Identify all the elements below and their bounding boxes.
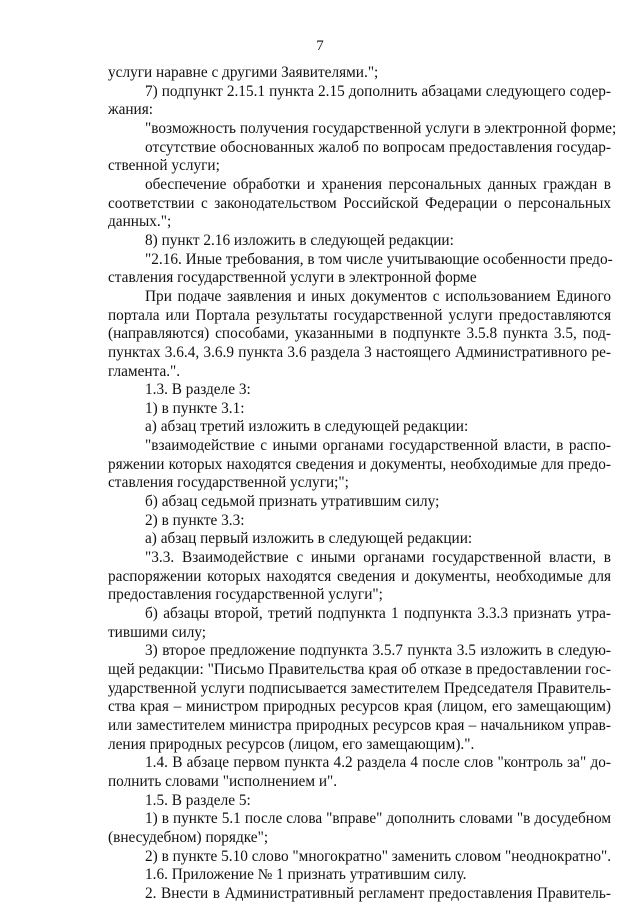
text-line: ления природных ресурсов (лицом, его замещающим).". bbox=[108, 735, 475, 753]
text-line: 7) подпункт 2.15.1 пункта 2.15 дополнить абзацами следующего содер- bbox=[145, 82, 611, 100]
text-line: 1.5. В разделе 5: bbox=[145, 791, 251, 809]
text-line: "2.16. Иные требования, в том числе учитывающие особенности предо- bbox=[145, 250, 613, 268]
text-line: отсутствие обоснованных жалоб по вопросам предоставления государ- bbox=[145, 138, 611, 156]
text-line: ударственной услуги подписывается заместителем Председателя Правитель- bbox=[108, 679, 611, 697]
text-line: "3.3. Взаимодействие с иными органами государственной власти, в bbox=[145, 549, 611, 567]
text-line: 2. Внести в Административный регламент предоставления Правитель- bbox=[145, 884, 611, 902]
text-line: 1) в пункте 3.1: bbox=[145, 399, 245, 417]
text-line: соответствии с законодательством Российской Федерации о персональных bbox=[108, 194, 611, 212]
text-line: 1) в пункте 5.1 после слова "вправе" дополнить словами "в досудебном bbox=[145, 810, 611, 828]
document-body bbox=[108, 64, 617, 904]
text-line: полнить словами "исполнением и". bbox=[108, 772, 338, 790]
text-line: 8) пункт 2.16 изложить в следующей редакции: bbox=[145, 231, 454, 249]
text-line: б) абзац седьмой признать утратившим силу; bbox=[145, 493, 440, 511]
text-line: обеспечение обработки и хранения персональных данных граждан в bbox=[145, 175, 611, 193]
text-line: б) абзацы второй, третий подпункта 1 подпункта 3.3.3 признать утра- bbox=[145, 605, 611, 623]
page-number: 7 bbox=[316, 38, 324, 54]
text-line: гламента.". bbox=[108, 362, 181, 380]
text-line: данных."; bbox=[108, 213, 172, 231]
text-line: 1.3. В разделе 3: bbox=[145, 381, 251, 399]
text-line: щей редакции: "Письмо Правительства края об отказе в предоставлении гос- bbox=[108, 661, 611, 678]
text-line: (направляются) способами, указанными в подпункте 3.5.8 пункта 3.5, под- bbox=[108, 325, 611, 343]
text-line: 3) второе предложение подпункта 3.5.7 пункта 3.5 изложить в следую- bbox=[145, 642, 611, 660]
text-line: ставления государственной услуги в электронной форме bbox=[108, 269, 477, 287]
text-line: (внесудебном) порядке"; bbox=[108, 828, 269, 846]
text-line: 1.6. Приложение № 1 признать утратившим силу. bbox=[145, 866, 467, 884]
text-line: предоставления государственной услуги"; bbox=[108, 586, 383, 604]
text-line: жания: bbox=[108, 101, 154, 119]
text-line: При подаче заявления и иных документов с использованием Единого bbox=[145, 287, 611, 305]
text-line: услуги наравне с другими Заявителями."; bbox=[108, 64, 379, 81]
text-line: а) абзац третий изложить в следующей редакции: bbox=[145, 418, 469, 436]
text-line: ственной услуги; bbox=[108, 157, 220, 175]
text-line: "взаимодействие с иными органами государственной власти, в распо- bbox=[145, 437, 611, 455]
text-line: 2) в пункте 5.10 слово "многократно" заменить словом "неоднократно". bbox=[145, 847, 612, 865]
text-line: ряжении которых находятся сведения и документы, необходимые для предо- bbox=[108, 455, 611, 473]
text-line: или заместителем министра природных ресурсов края – начальником управ- bbox=[108, 716, 611, 734]
text-line: ства края – министром природных ресурсов края (лицом, его замещающим) bbox=[108, 698, 611, 716]
text-line: 2) в пункте 3.3: bbox=[145, 511, 245, 529]
text-line: пунктах 3.6.4, 3.6.9 пункта 3.6 раздела 3 настоящего Административного ре- bbox=[108, 343, 611, 361]
text-line: 1.4. В абзаце первом пункта 4.2 раздела 4 после слов "контроль за" до- bbox=[145, 754, 611, 772]
text-line: распоряжении которых находятся сведения и документы, необходимые для bbox=[108, 567, 611, 585]
text-line: а) абзац первый изложить в следующей редакции: bbox=[145, 530, 473, 548]
text-line: "возможность получения государственной услуги в электронной форме; bbox=[145, 119, 617, 137]
text-line: портала или Портала результаты государственной услуги предоставляются bbox=[108, 306, 611, 324]
text-line: ставления государственной услуги;"; bbox=[108, 474, 349, 492]
text-line: тившими силу; bbox=[108, 623, 207, 641]
